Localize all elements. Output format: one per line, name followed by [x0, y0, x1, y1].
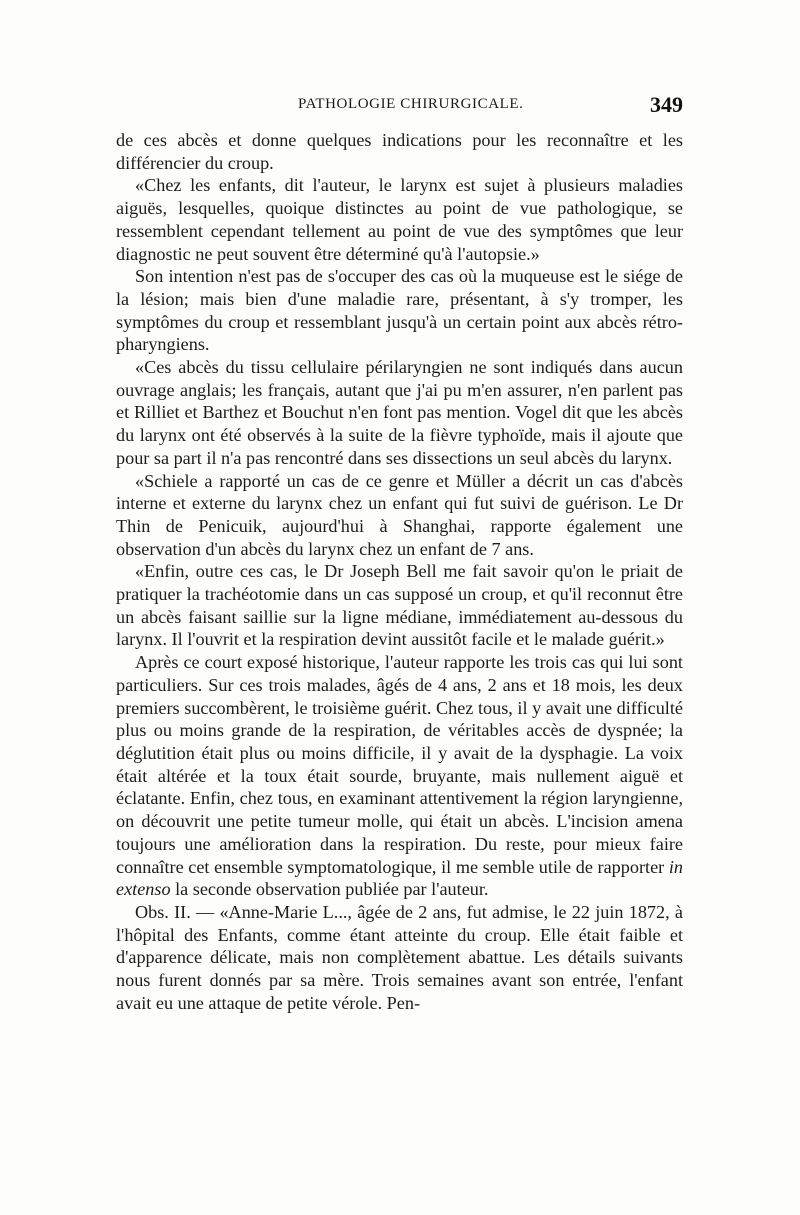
- paragraph-6: «Enfin, outre ces cas, le Dr Joseph Bell me fait savoir qu'on le priait de pratiquer la trachéotomie dans un cas supposé un croup, et qu'il reconnut être un abcès faisant saillie sur la ligne médiane, immédiatement au-dessous du larynx. Il l'ouvrit et la respiration devint aussitôt facile et le malade guérit.»: [116, 561, 683, 650]
- body-text: [116, 129, 683, 1014]
- running-title: PATHOLOGIE CHIRURGICALE.: [298, 96, 524, 112]
- paragraph-2: «Chez les enfants, dit l'auteur, le larynx est sujet à plusieurs maladies aiguës, lesquelles, quoique distinctes au point de vue pathologique, se ressemblent cependant tellement au point de vue des symptômes que leur diagnostic ne peut souvent être déterminé qu'à l'autopsie.»: [116, 175, 683, 264]
- paragraph-7-italic: in extenso: [116, 856, 684, 900]
- paragraph-3: Son intention n'est pas de s'occuper des cas où la muqueuse est le siége de la lésion; mais bien d'une maladie rare, présentant, à s'y tromper, les symptômes du croup et ressemblant jusqu'à un certain point aux abcès rétro-pharyngiens.: [116, 266, 683, 355]
- paragraph-8: Obs. II. — «Anne-Marie L..., âgée de 2 ans, fut admise, le 22 juin 1872, à l'hôpital des Enfants, comme étant atteinte du croup. Elle était faible et d'apparence délicate, mais non complètement abattue. Les détails suivants nous furent donnés par sa mère. Trois semaines avant son entrée, l'enfant avait eu une attaque de petite vérole. Pen-: [116, 901, 683, 1013]
- running-header: [116, 92, 683, 120]
- paragraph-5: «Schiele a rapporté un cas de ce genre et Müller a décrit un cas d'abcès interne et externe du larynx chez un enfant qui fut suivi de guérison. Le Dr Thin de Penicuik, aujourd'hui à Shanghai, rapporte également une observation d'un abcès du larynx chez un enfant de 7 ans.: [116, 470, 683, 559]
- paragraph-7-end: la seconde observation publiée par l'auteur.: [175, 879, 489, 900]
- paragraph-7: [116, 651, 683, 901]
- paragraph-7-text: Après ce court exposé historique, l'auteur rapporte les trois cas qui lui sont particuliers. Sur ces trois malades, âgés de 4 ans, 2 ans et 18 mois, les deux premiers succombèrent, le troisième guérit. Chez tous, il y avait une difficulté plus ou moins grande de la respiration, de véritables accès de dyspnée; la déglutition était plus ou moins difficile, il y avait de la dysphagie. La voix était altérée et la toux était sourde, bruyante, mais nullement aiguë et éclatante. Enfin, chez tous, en examinant attentivement la région laryngienne, on découvrit une petite tumeur molle, qui était un abcès. L'incision amena toujours une amélioration dans la respiration. Du reste, pour mieux faire connaître cet ensemble symptomatologique, il me semble utile de rapporter: [116, 652, 683, 877]
- page-number: 349: [650, 92, 683, 117]
- paragraph-1: de ces abcès et donne quelques indications pour les reconnaître et les différencier du croup.: [116, 130, 683, 173]
- paragraph-4: «Ces abcès du tissu cellulaire périlaryngien ne sont indiqués dans aucun ouvrage anglais; les français, autant que j'ai pu m'en assurer, n'en parlent pas et Rilliet et Barthez et Bouchut n'en font pas mention. Vogel dit que les abcès du larynx ont été observés à la suite de la fièvre typhoïde, mais il ajoute que pour sa part il n'a pas rencontré dans ses dissections un seul abcès du larynx.: [116, 357, 683, 468]
